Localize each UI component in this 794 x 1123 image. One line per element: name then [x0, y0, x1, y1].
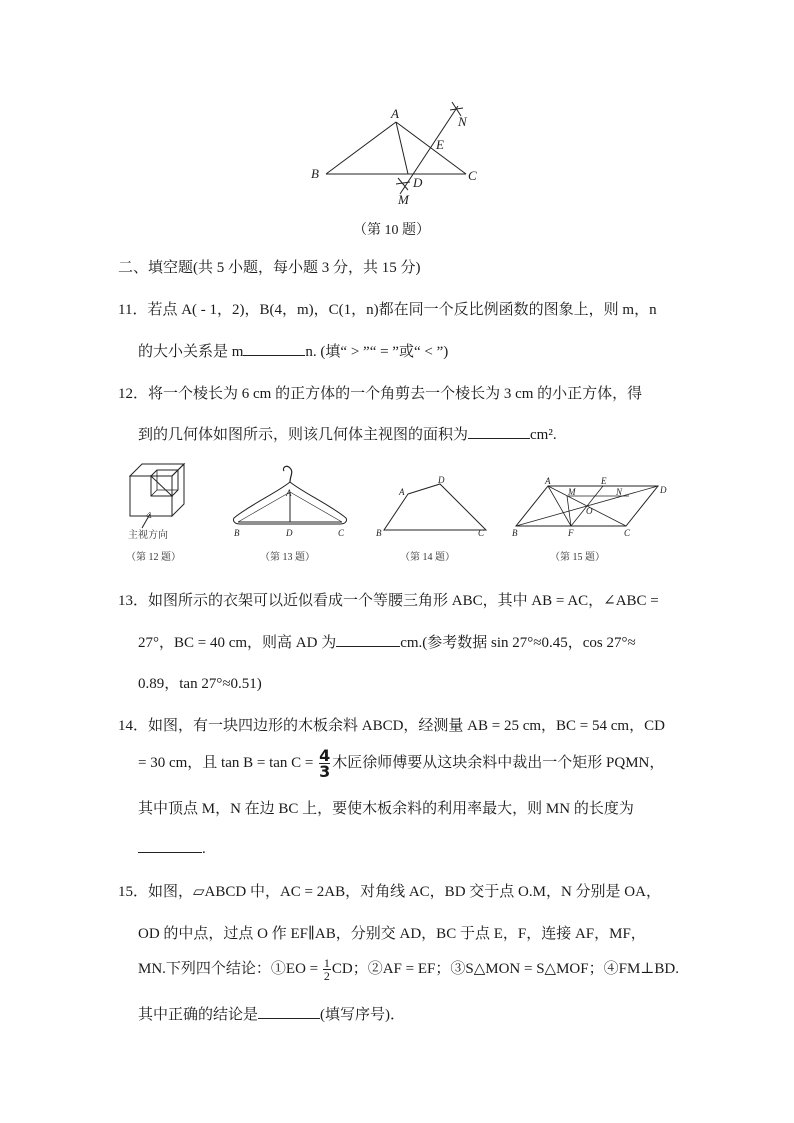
q14-text-post: 木匠徐师傅要从这块余料中裁出一个矩形 PQMN，	[332, 754, 665, 771]
label-e: E	[436, 137, 444, 152]
q12-text-post: cm².	[530, 427, 557, 443]
figure-10-caption: （第 10 题）	[353, 223, 430, 238]
q12-text-pre: 到的几何体如图所示，则该几何体主视图的面积为	[138, 427, 469, 443]
figure-10	[300, 96, 500, 216]
q14-line3: 其中顶点 M，N 在边 BC 上，要使木板余料的利用率最大，则 MN 的长度为	[138, 801, 634, 817]
figure-13	[228, 462, 353, 568]
f14-label-b: B	[376, 528, 382, 538]
q13-line3: 0.89，tan 27°≈0.51)	[138, 676, 262, 692]
figure-14-caption: （第 14 题）	[400, 552, 455, 563]
q15-line1: 15．如图，▱ABCD 中，AC = 2AB，对角线 AC，BD 交于点 O.M，N 分别是 OA，	[118, 884, 661, 900]
q14-line1: 14．如图，有一块四边形的木板余料 ABCD，经测量 AB = 25 cm，BC = 54 cm，CD	[118, 718, 665, 734]
label-m: M	[398, 192, 409, 207]
q14-line2	[138, 748, 664, 779]
f15-label-n: N	[616, 487, 623, 497]
q12-answer-blank[interactable]	[468, 424, 530, 439]
q14-answer-blank[interactable]	[138, 838, 202, 853]
q15-fraction	[323, 957, 331, 982]
figure-13-caption: （第 13 题）	[260, 552, 315, 563]
f13-label-a: A	[286, 488, 292, 498]
q15-text-post2: (填写序号)．	[320, 1007, 406, 1023]
q13-text-post: cm.(参考数据 sin 27°≈0.45，cos 27°≈	[400, 635, 636, 651]
f13-label-b: B	[234, 528, 240, 538]
f13-label-d: D	[286, 528, 293, 538]
q11-text-pre: 的大小关系是 m	[138, 344, 244, 360]
q15-line3	[138, 957, 679, 982]
q13-line1: 13．如图所示的衣架可以近似看成一个等腰三角形 ABC，其中 AB = AC，∠ABC =	[118, 593, 659, 609]
f15-label-c: C	[624, 528, 631, 538]
q15-frac-den: 2	[323, 969, 330, 984]
figure-14	[370, 474, 495, 568]
bisector-mn	[400, 106, 458, 194]
f15-label-d: D	[660, 485, 667, 495]
f14-label-a: A	[399, 487, 405, 497]
f15-label-o: O	[586, 506, 593, 516]
q11-line1: 11．若点 A( - 1，2)，B(4，m)，C(1，n)都在同一个反比例函数的图象上，则 m，n	[118, 302, 657, 318]
section-heading: 二、填空题(共 5 小题，每小题 3 分，共 15 分)	[118, 260, 421, 276]
q14-frac-num: 4	[319, 746, 331, 765]
q13-line2	[138, 631, 636, 652]
f15-label-e: E	[601, 476, 607, 486]
q12-line1: 12．将一个棱长为 6 cm 的正方体的一个角剪去一个棱长为 3 cm 的小正方体，得	[118, 386, 643, 402]
q14-text-post2: .	[202, 841, 206, 857]
f15-label-f: F	[568, 528, 574, 538]
f15-label-a: A	[545, 476, 551, 486]
view-direction-label: 主视方向	[128, 530, 168, 541]
q14-fraction	[319, 748, 330, 779]
label-b: B	[311, 166, 319, 181]
f14-label-c: C	[478, 528, 485, 538]
q15-frac-num: 1	[323, 956, 330, 971]
q11-line2	[138, 340, 448, 361]
q15-line4	[138, 1003, 405, 1024]
q14-frac-den: 3	[319, 762, 331, 781]
q11-answer-blank[interactable]	[243, 341, 305, 356]
label-c: C	[468, 168, 477, 183]
f13-label-c: C	[338, 528, 345, 538]
q15-text-post: CD；②AF = EF；③S△MON = S△MOF；④FM⊥BD.	[331, 961, 679, 977]
q13-answer-blank[interactable]	[336, 632, 400, 647]
figure-15	[508, 474, 678, 568]
q14-text-pre: = 30 cm，且 tan B = tan C =	[138, 754, 314, 771]
q15-text-pre: MN.下列四个结论：①EO =	[138, 961, 319, 977]
f15-label-m: M	[568, 487, 576, 497]
label-a: A	[391, 106, 399, 121]
segment-ab	[326, 122, 396, 174]
q15-line2: OD 的中点，过点 O 作 EF∥AB，分别交 AD，BC 于点 E，F，连接 AF，MF，	[138, 926, 646, 942]
q12-line2	[138, 423, 557, 444]
f15-label-b: B	[512, 528, 518, 538]
q11-text-post: n. (填“ > ”“ = ”或“ < ”)	[305, 344, 449, 360]
label-d: D	[413, 175, 423, 190]
q15-text-pre2: 其中正确的结论是	[138, 1007, 259, 1023]
figure-12	[122, 458, 202, 568]
q13-text-pre: 27°，BC = 40 cm，则高 AD 为	[138, 635, 337, 651]
label-n: N	[458, 114, 467, 129]
figure-12-caption: （第 12 题）	[126, 552, 181, 563]
figure-15-caption: （第 15 题）	[550, 552, 605, 563]
f14-label-d: D	[438, 475, 445, 485]
q15-answer-blank[interactable]	[258, 1004, 320, 1019]
q14-line4	[138, 838, 206, 858]
